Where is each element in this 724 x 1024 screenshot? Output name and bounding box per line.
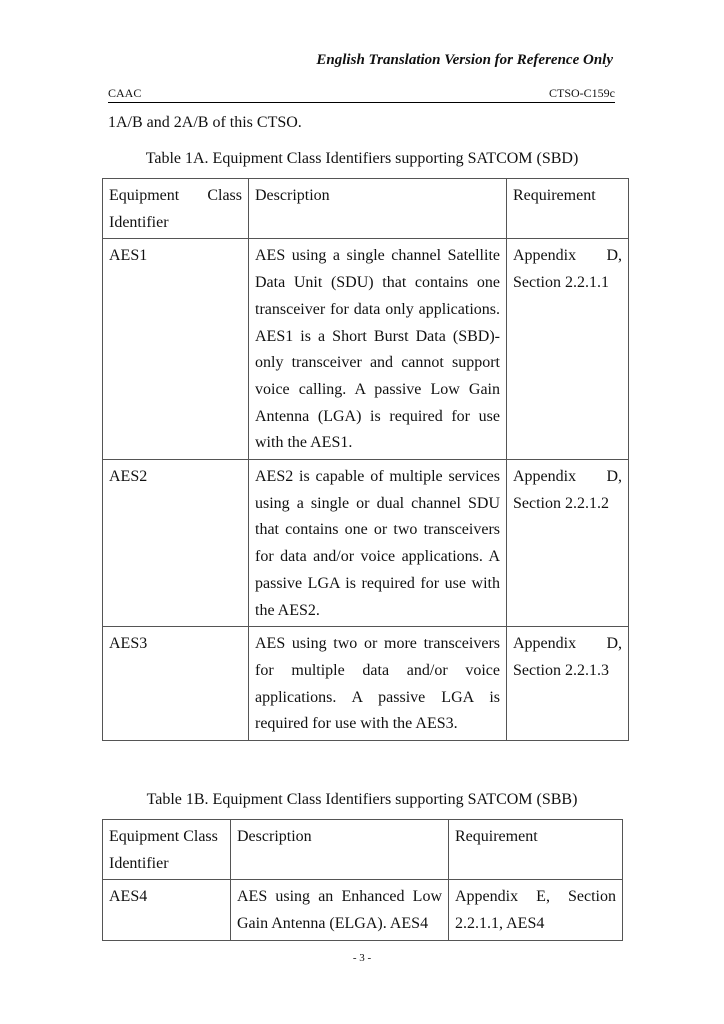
class-description: AES using two or more transceivers for multiple data and/or voice applications. A passive LGA is required for use with the AES3. — [249, 627, 507, 741]
column-header: Description — [249, 179, 507, 239]
class-identifier: AES3 — [103, 627, 249, 741]
class-identifier: AES4 — [103, 880, 231, 940]
lead-paragraph: 1A/B and 2A/B of this CTSO. — [108, 114, 302, 131]
class-requirement: Appendix E, Section 2.2.1.1, AES4 — [449, 880, 623, 940]
column-header: Requirement — [449, 820, 623, 880]
class-description: AES2 is capable of multiple services using a single or dual channel SDU that contains one or two transceivers for data and/or voice applications. A passive LGA is required for use with the AES2. — [249, 460, 507, 627]
table-header-row — [103, 820, 623, 880]
column-header: Equipment Class Identifier — [103, 179, 249, 239]
table-row — [103, 239, 629, 460]
header-left: CAAC — [108, 86, 142, 100]
table-row — [103, 460, 629, 627]
column-header: Equipment Class Identifier — [103, 820, 231, 880]
class-requirement: Appendix D, Section 2.2.1.3 — [507, 627, 629, 741]
column-header: Description — [231, 820, 449, 880]
table-1a-caption: Table 1A. Equipment Class Identifiers supporting SATCOM (SBD) — [145, 150, 579, 167]
table-1b-caption: Table 1B. Equipment Class Identifiers supporting SATCOM (SBB) — [146, 791, 578, 808]
running-header — [108, 86, 615, 103]
class-requirement: Appendix D, Section 2.2.1.1 — [507, 239, 629, 460]
table-header-row — [103, 179, 629, 239]
table-row — [103, 627, 629, 741]
page-number: - 3 - — [352, 952, 372, 964]
class-description: AES using a single channel Satellite Data Unit (SDU) that contains one transceiver for data only applications. AES1 is a Short Burst Data (SBD)-only transceiver and cannot support voice calling. A passive Low Gain Antenna (LGA) is required for use with the AES1. — [249, 239, 507, 460]
table-1b — [102, 819, 623, 941]
class-identifier: AES1 — [103, 239, 249, 460]
table-1a — [102, 178, 629, 741]
header-right: CTSO-C159c — [549, 86, 615, 100]
table-row — [103, 880, 623, 940]
class-identifier: AES2 — [103, 460, 249, 627]
class-requirement: Appendix D, Section 2.2.1.2 — [507, 460, 629, 627]
class-description: AES using an Enhanced Low Gain Antenna (ELGA). AES4 — [231, 880, 449, 940]
column-header: Requirement — [507, 179, 629, 239]
translation-banner: English Translation Version for Reference Only — [316, 52, 613, 68]
